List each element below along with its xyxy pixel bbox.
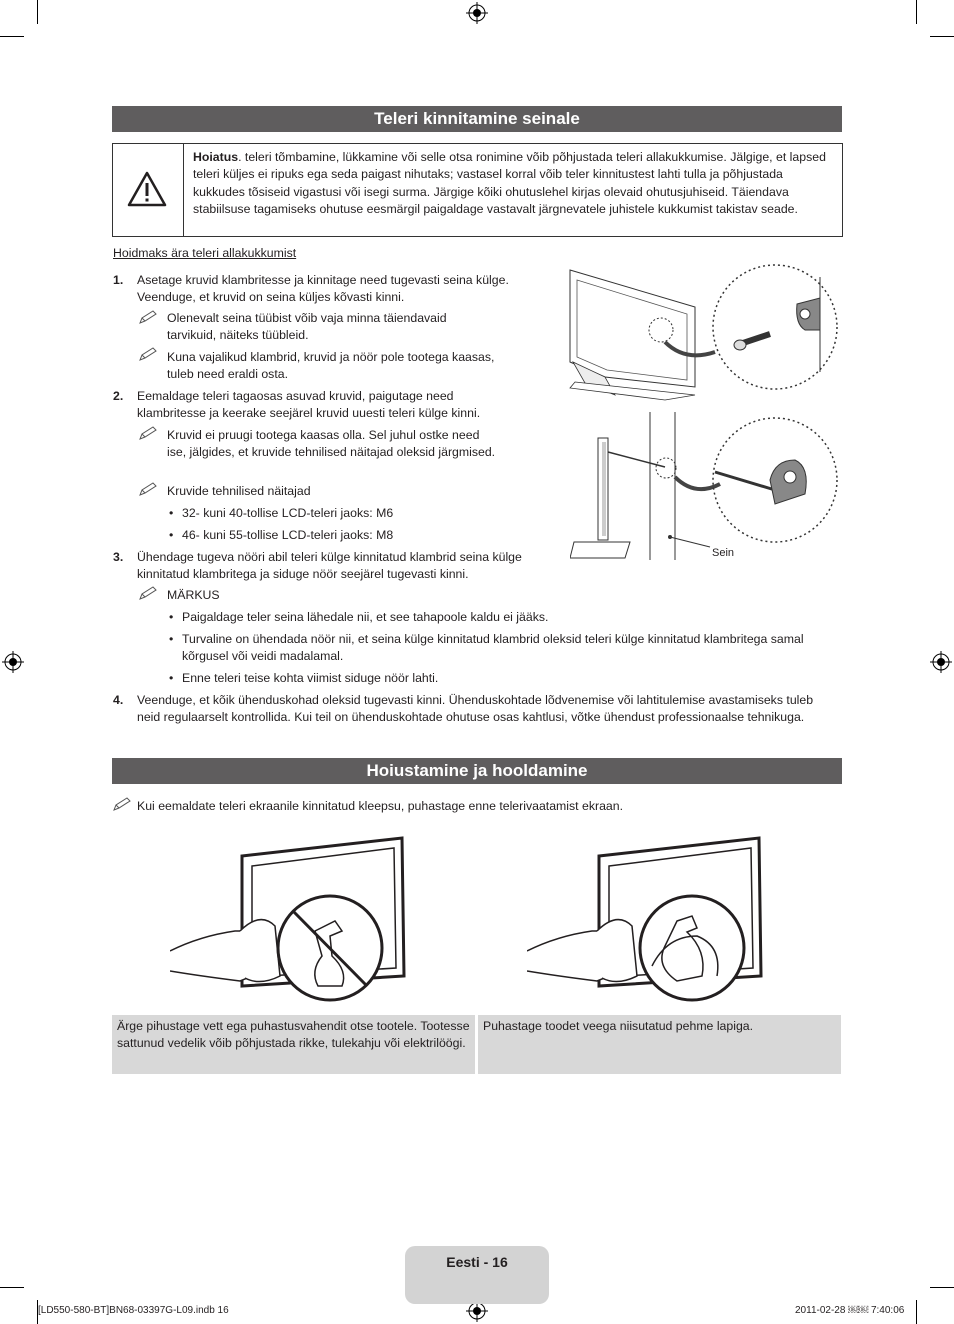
section-title-wall-mount: Teleri kinnitamine seinale [112,106,842,132]
bullet-text: Paigaldage teler seina lähedale nii, et see tahapoole kaldu ei jääks. [182,610,549,624]
bullet: • [169,610,174,624]
crop-mark [916,1300,917,1324]
warning-box [112,143,843,237]
step-text: Asetage kruvid klambritesse ja kinnitage need tugevasti seina külge. Veenduge, et kruvid on seina küljes kõvasti kinni. [137,273,509,304]
note-pencil-icon [139,347,159,361]
bullet: • [169,506,174,520]
bullet-text: Turvaline on ühendada nöör nii, et seina külge kinnitatud klambrid oleksid teleri külge kinnitatud klambritega samal kõrgusel või veidi madalamal. [182,632,804,663]
bullet: • [169,671,174,685]
subheading-prevent-fall: Hoidmaks ära teleri allakukkumist [113,246,297,260]
crop-mark [916,0,917,24]
step-text: Eemaldage teleri tagaosas asuvad kruvid, paigutage need klambritesse ja keerake seejärel kruvid uuesti teleri külge kinni. [137,389,481,420]
footer-file-info: [LD550-580-BT]BN68-03397G-L09.indb 16 [38,1305,229,1316]
wall-label: Sein [712,547,735,559]
note-text: MÄRKUS [167,588,220,602]
note-pencil-icon [139,586,159,600]
note-pencil-icon [139,310,159,324]
warning-triangle-icon [127,171,167,207]
tv-back-bracket-illustration [565,262,845,402]
tv-side-string-illustration [570,412,845,562]
caption-left: Ärge pihustage vett ega puhastusvahendit otse tootele. Tootesse sattunud vedelik võib põhjustada rikke, tulekahju või elektrilöögi. [112,1015,475,1074]
note-text: Kuna vajalikud klambrid, kruvid ja nöör pole tootega kaasas, tuleb need eraldi osta. [167,350,495,381]
crop-mark [930,1287,954,1288]
cleaning-cloth-allowed-illustration [527,836,767,1006]
bullet: • [169,528,174,542]
note-pencil-icon [139,426,159,440]
caption-right: Puhastage toodet veega niisutatud pehme lapiga. [478,1015,841,1074]
crop-mark [930,36,954,37]
note-pencil-icon [139,482,159,496]
registration-mark-icon [930,651,952,673]
warning-body: . teleri tõmbamine, lükkamine või selle otsa ronimine võib põhjustada teleri allakukkumise. Jälgige, et lapsed teleri küljes ei ripuks ega seda paigast nihutaks; vastasel korral võib teler kinnitustest lahti tulla ja põhjustada kukkudes tõsiseid vigastusi või isegi surma. Järgige kõiki ohutuslehel kirjas olevaid ohutusjuhiseid. Täiendava stabiilsuse tagamiseks ohutuse eesmärgil paigaldage vastavalt järgnevatele juhistele kukkumist takistav seade. [193,150,826,216]
step-text: Veenduge, et kõik ühenduskohad oleksid tugevasti kinni. Ühenduskohtade lõdvenemise või lahtitulemise avastamiseks tuleb neid regulaarselt kontrollida. Kui teil on ühenduskohtade ohutuse osas kahtlusi, võtke ühendust professionaalse tehnikuga. [137,693,814,724]
warning-label: Hoiatus [193,150,239,164]
note-text: Kruvid ei pruugi tootega kaasas olla. Sel juhul ostke need ise, jälgides, et kruvide tehnilised näitajad oleksid järgmised. [167,428,496,459]
registration-mark-icon [2,651,24,673]
step-number: 2. [113,389,124,403]
note-text: Olenevalt seina tüübist võib vaja minna täiendavaid tarvikuid, näiteks tüübleid. [167,311,447,342]
bullet: • [169,632,174,646]
bullet-text: Enne teleri teise kohta viimist siduge nöör lahti. [182,671,439,685]
bullet-text: 32- kuni 40-tollise LCD-teleri jaoks: M6 [182,506,394,520]
page-number-tab: Eesti - 16 [405,1246,549,1304]
section-title-storage: Hoiustamine ja hooldamine [112,758,842,784]
registration-mark-icon [466,2,488,24]
step-text: Ühendage tugeva nööri abil teleri külge kinnitatud klambrid seina külge kinnitatud klambritega ja siduge nöör seejärel tugevasti kinni. [137,550,522,581]
step-number: 3. [113,550,124,564]
crop-mark [0,36,24,37]
bullet-text: 46- kuni 55-tollise LCD-teleri jaoks: M8 [182,528,394,542]
note-text: Kruvide tehnilised näitajad [167,484,311,498]
note-pencil-icon [113,797,133,811]
step-number: 4. [113,693,124,707]
warning-text [193,149,838,218]
cleaning-spray-prohibited-illustration [170,836,410,1006]
step-number: 1. [113,273,124,287]
crop-mark [0,1287,24,1288]
storage-note-text: Kui eemaldate teleri ekraanile kinnitatud kleepsu, puhastage enne telerivaatamist ekraan. [137,799,624,813]
crop-mark [37,0,38,24]
footer-timestamp: 2011-02-28 ￼￼ 7:40:06 [795,1305,905,1316]
